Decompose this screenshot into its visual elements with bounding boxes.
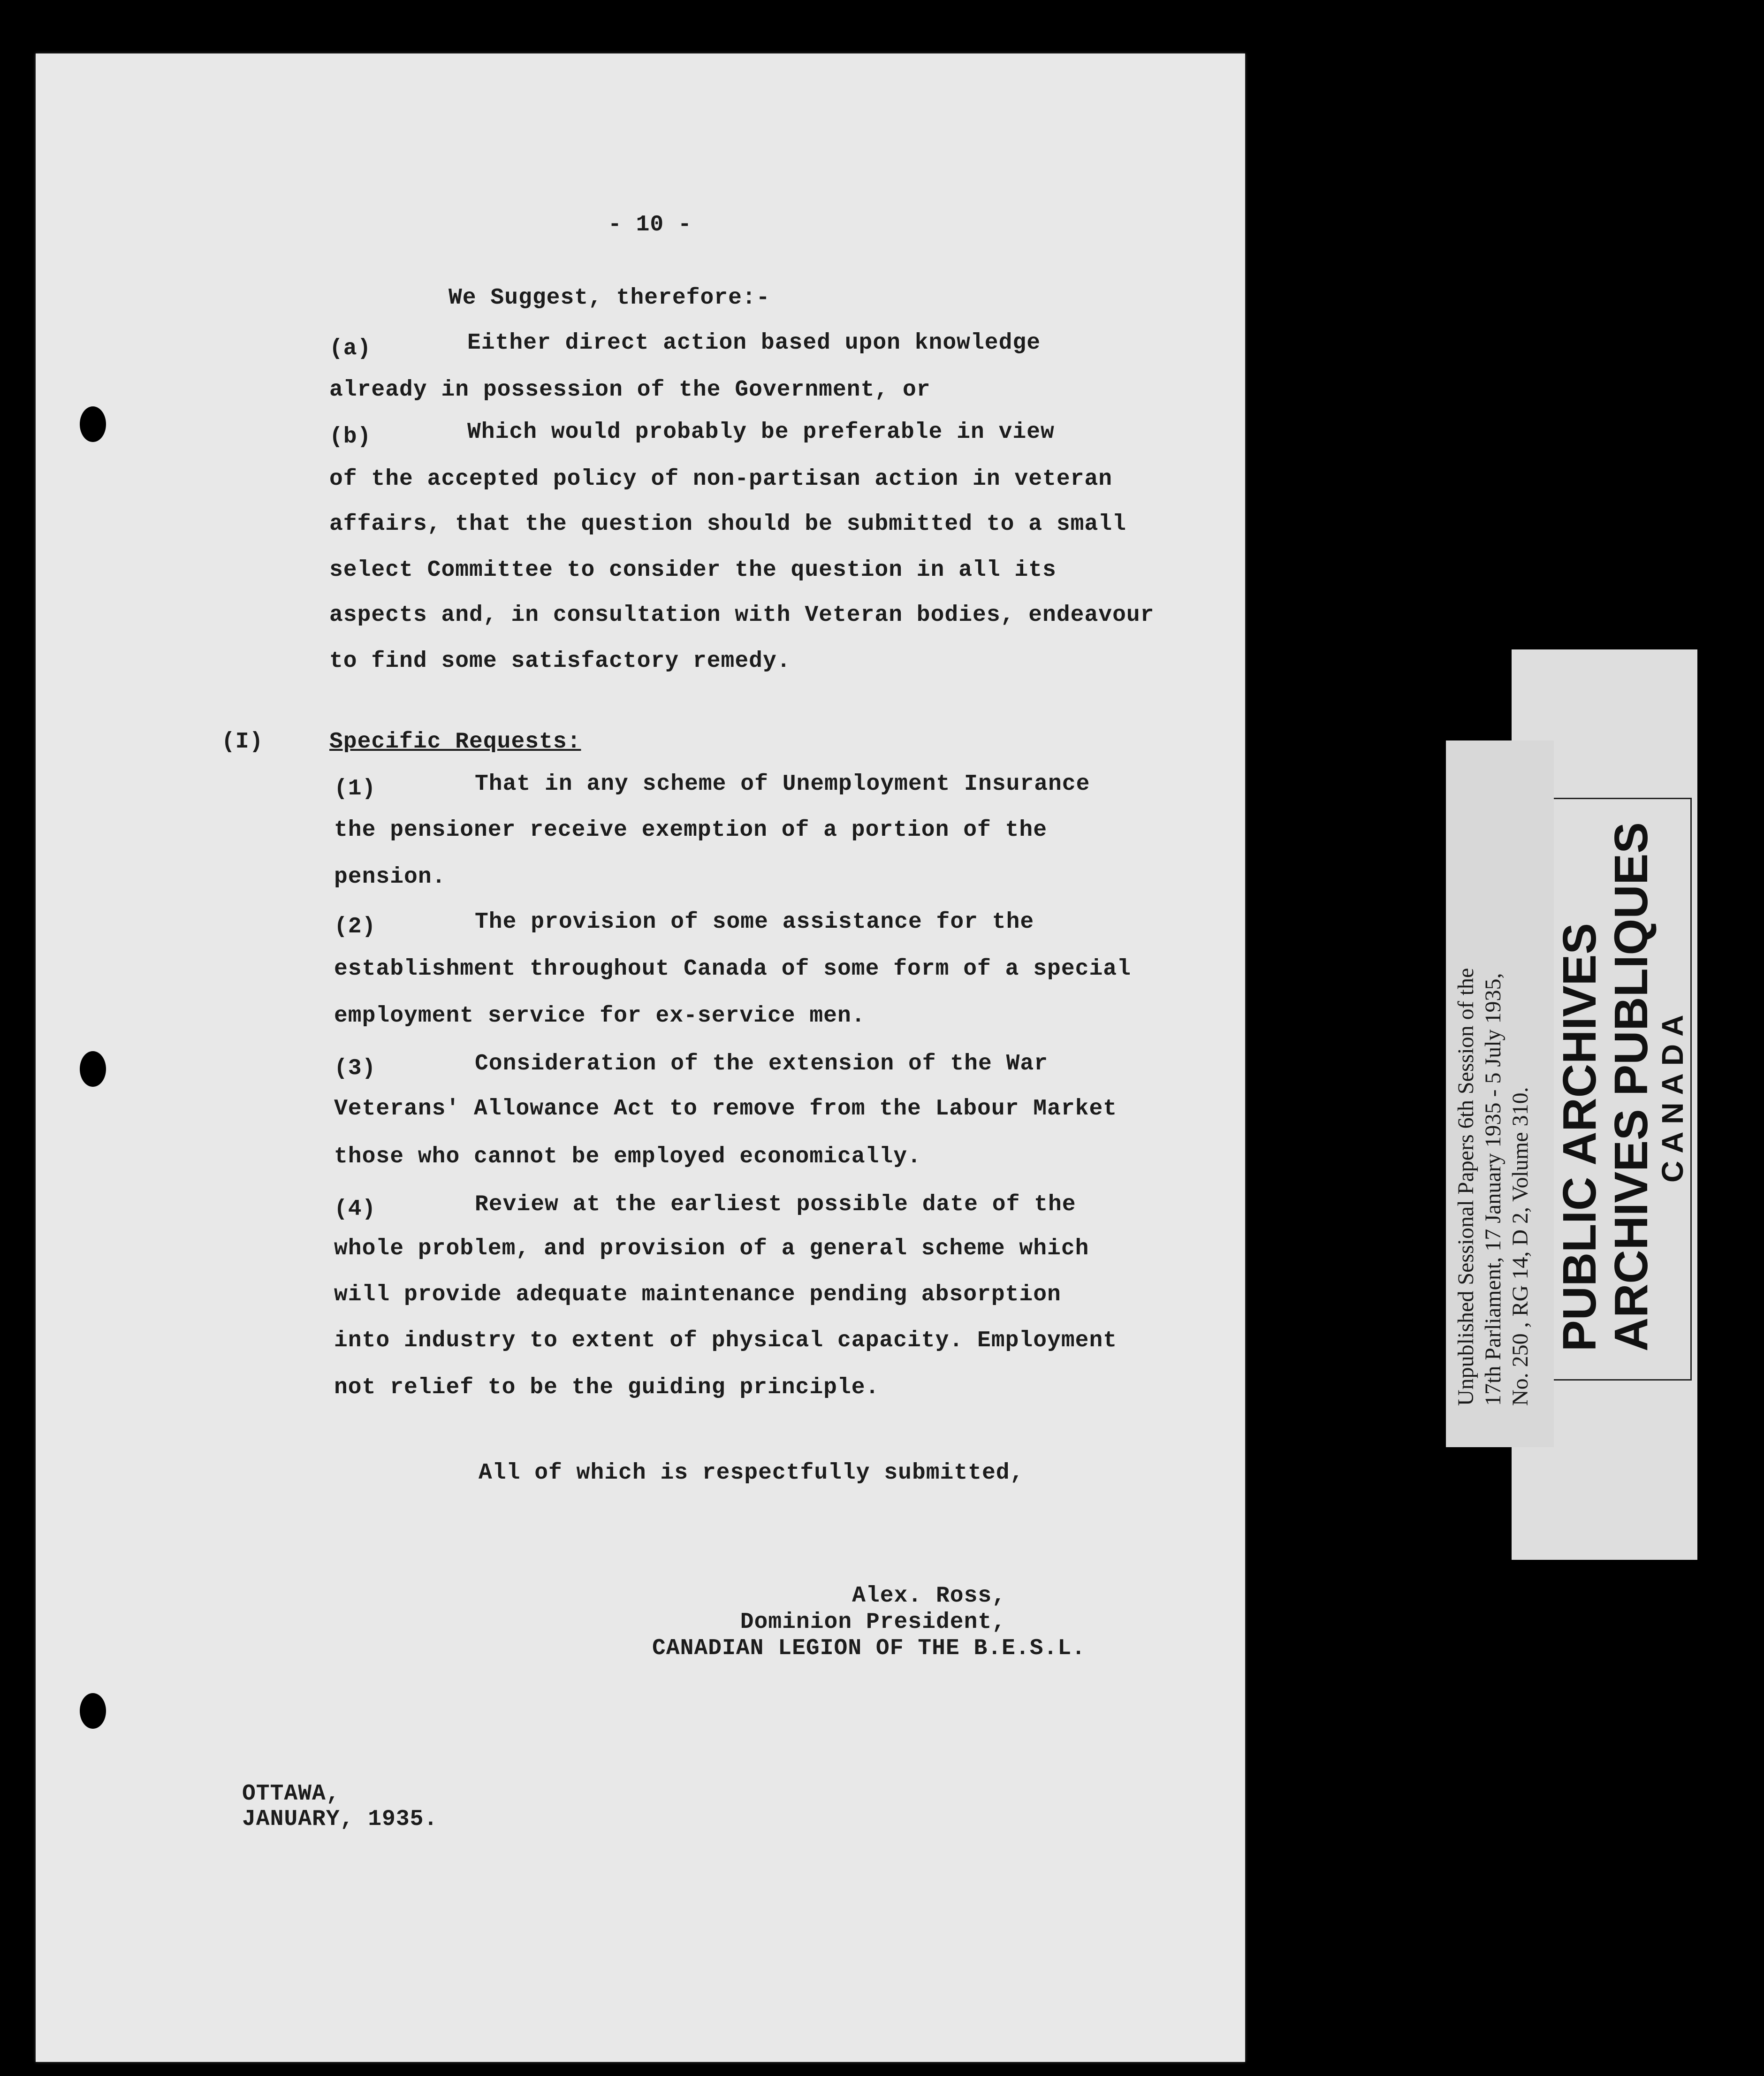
archive-serial-line-3: No. 250 , RG 14, D 2, Volume 310.: [1508, 1087, 1533, 1406]
para-b-line-3: affairs, that the question should be submitted to a small: [329, 511, 1126, 537]
request-4-line-1: Review at the earliest possible date of the: [475, 1192, 1076, 1217]
punch-hole-bottom: [80, 1693, 106, 1729]
request-1-line-3: pension.: [334, 864, 446, 890]
punch-hole-middle: [80, 1051, 106, 1087]
request-4-line-2: whole problem, and provision of a general scheme which: [334, 1236, 1089, 1261]
section-label: (I): [221, 729, 264, 755]
archive-serial-line-1: Unpublished Sessional Papers 6th Session of the: [1453, 968, 1478, 1406]
page-number: - 10 -: [608, 212, 692, 237]
request-3-line-1: Consideration of the extension of the War: [475, 1051, 1048, 1076]
para-b-line-2: of the accepted policy of non-partisan action in veteran: [329, 466, 1113, 492]
archive-serial-line-2: 17th Parliament, 17 January 1935 - 5 July 1935,: [1481, 973, 1505, 1406]
para-a-label: (a): [329, 336, 372, 361]
intro-line: We Suggest, therefore:-: [449, 285, 770, 311]
request-3-line-3: those who cannot be employed economically.: [334, 1144, 921, 1169]
request-4-label: (4): [334, 1197, 376, 1222]
section-heading: Specific Requests:: [329, 729, 581, 755]
closing-line: All of which is respectfully submitted,: [479, 1460, 1024, 1486]
request-1-line-1: That in any scheme of Unemployment Insurance: [475, 771, 1090, 797]
document-page: [36, 53, 1245, 2062]
request-3-label: (3): [334, 1056, 376, 1081]
date: JANUARY, 1935.: [242, 1807, 438, 1832]
archive-line-2: ARCHIVES PUBLIQUES: [1605, 822, 1658, 1351]
signature-title: Dominion President,: [740, 1610, 1006, 1635]
place: OTTAWA,: [242, 1781, 340, 1807]
signature-name: Alex. Ross,: [852, 1583, 1006, 1609]
para-a-line-1: Either direct action based upon knowledge: [467, 330, 1041, 356]
para-b-label: (b): [329, 424, 372, 450]
request-2-line-2: establishment throughout Canada of some form of a special: [334, 956, 1131, 982]
request-4-line-4: into industry to extent of physical capacity. Employment: [334, 1328, 1118, 1353]
request-4-line-5: not relief to be the guiding principle.: [334, 1375, 880, 1400]
para-b-line-4: select Committee to consider the question in all its: [329, 557, 1057, 583]
request-2-line-1: The provision of some assistance for the: [475, 909, 1034, 935]
archive-line-3: CANADA: [1656, 1007, 1689, 1183]
request-1-line-2: the pensioner receive exemption of a portion of the: [334, 817, 1048, 843]
request-1-label: (1): [334, 776, 376, 801]
signature-org: CANADIAN LEGION OF THE B.E.S.L.: [652, 1636, 1086, 1661]
para-a-line-2: already in possession of the Government, or: [329, 377, 931, 403]
para-b-line-6: to find some satisfactory remedy.: [329, 649, 791, 674]
para-b-line-1: Which would probably be preferable in view: [467, 420, 1055, 445]
archive-line-1: PUBLIC ARCHIVES: [1553, 923, 1606, 1351]
request-2-line-3: employment service for ex-service men.: [334, 1003, 866, 1029]
para-b-line-5: aspects and, in consultation with Veteran bodies, endeavour: [329, 603, 1155, 628]
archive-serial-block: [1452, 968, 1534, 1406]
request-2-label: (2): [334, 914, 376, 939]
request-4-line-3: will provide adequate maintenance pending absorption: [334, 1282, 1061, 1307]
punch-hole-top: [80, 406, 106, 442]
request-3-line-2: Veterans' Allowance Act to remove from the Labour Market: [334, 1096, 1118, 1122]
